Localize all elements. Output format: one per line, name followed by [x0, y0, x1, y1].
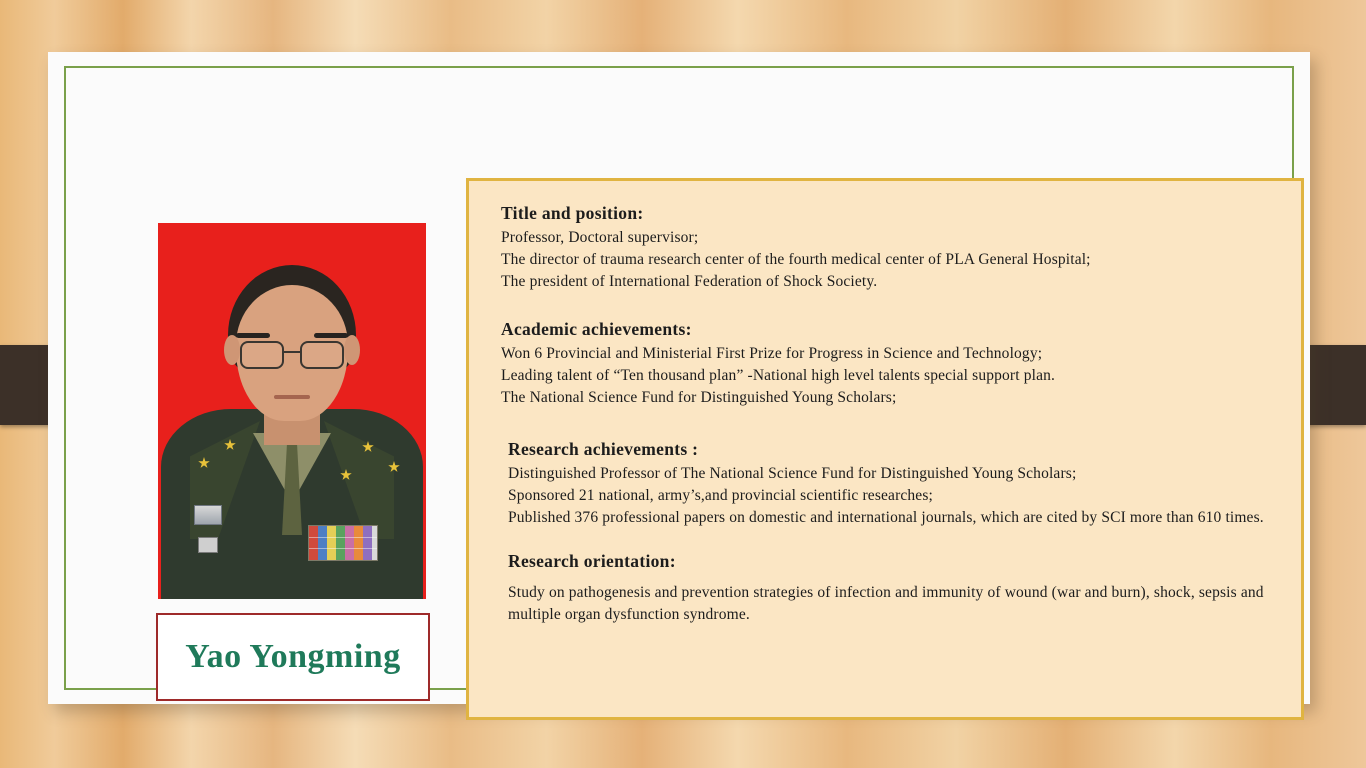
- section-line: The National Science Fund for Distinguished Young Scholars;: [501, 389, 897, 406]
- eyebrow-left-shape: [236, 333, 270, 338]
- section-line: Won 6 Provincial and Ministerial First Prize for Progress in Science and Technology;: [501, 345, 1043, 362]
- portrait-photo: [158, 223, 426, 599]
- uniform-badge-icon: [194, 505, 222, 525]
- section-line: Sponsored 21 national, army’s,and provincial scientific researches;: [508, 487, 933, 504]
- ear-left-shape: [224, 335, 240, 365]
- info-panel: [466, 178, 1304, 720]
- info-panel-body: [469, 181, 1301, 654]
- section-research-orientation: [501, 551, 1275, 626]
- person-name: Yao Yongming: [185, 638, 401, 675]
- section-title-and-position: [501, 203, 1275, 293]
- section-line: Professor, Doctoral supervisor;: [501, 229, 699, 246]
- glasses-bridge: [282, 351, 302, 353]
- section-heading: Title and position:: [501, 203, 644, 223]
- glasses-icon: [240, 341, 344, 367]
- section-heading: Research orientation:: [508, 551, 676, 571]
- glasses-lens-left: [240, 341, 284, 369]
- ear-right-shape: [344, 335, 360, 365]
- section-line: Study on pathogenesis and prevention strategies of infection and immunity of wound (war and burn), shock, sepsis and multiple organ dysfunction syndrome.: [508, 584, 1264, 623]
- section-research-achievements: [501, 439, 1275, 529]
- section-line: The director of trauma research center of the fourth medical center of PLA General Hospital;: [501, 251, 1091, 268]
- section-line: The president of International Federation of Shock Society.: [501, 273, 878, 290]
- eyebrow-right-shape: [314, 333, 348, 338]
- slide-card: [48, 52, 1310, 704]
- name-plate: [156, 613, 430, 701]
- mouth-shape: [274, 395, 310, 399]
- uniform-badge-secondary-icon: [198, 537, 218, 553]
- medal-ribbons-icon: [308, 525, 378, 561]
- section-heading: Academic achievements:: [501, 319, 692, 339]
- section-heading: Research achievements :: [508, 439, 699, 459]
- section-line: Distinguished Professor of The National Science Fund for Distinguished Young Scholars;: [508, 465, 1077, 482]
- section-line: Leading talent of “Ten thousand plan” -National high level talents special support plan.: [501, 367, 1056, 384]
- section-academic-achievements: [501, 319, 1275, 409]
- glasses-lens-right: [300, 341, 344, 369]
- section-line: Published 376 professional papers on domestic and international journals, which are cited by SCI more than 610 times.: [508, 509, 1264, 526]
